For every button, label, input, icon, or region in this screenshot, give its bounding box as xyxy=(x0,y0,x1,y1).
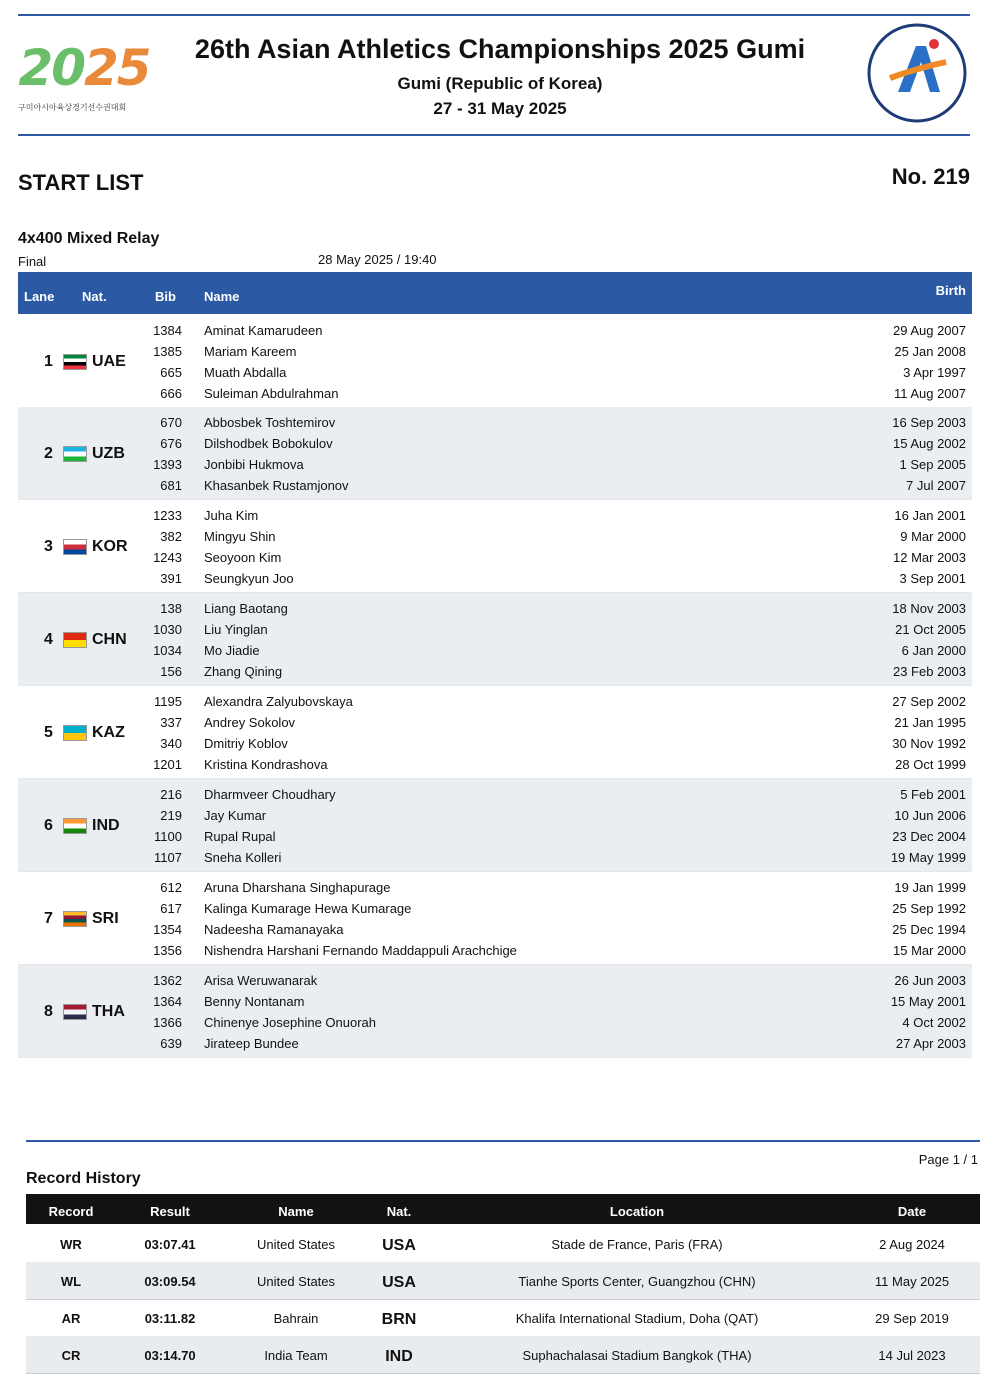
record-name: United States xyxy=(256,1237,336,1252)
record-history-title: Record History xyxy=(26,1170,141,1187)
record-result: 03:09.54 xyxy=(144,1274,196,1289)
record-row xyxy=(26,1262,980,1300)
athlete-birth: 11 Aug 2007 xyxy=(893,386,966,401)
record-date: 2 Aug 2024 xyxy=(879,1237,945,1252)
record-location: Suphachalasai Stadium Bangkok (THA) xyxy=(522,1348,752,1363)
lane-row xyxy=(18,779,972,872)
athlete-bib: 1393 xyxy=(153,457,182,472)
athlete-birth: 16 Sep 2003 xyxy=(892,415,966,430)
athlete-name: Alexandra Zalyubovskaya xyxy=(204,694,353,709)
athlete-row xyxy=(18,550,972,570)
athlete-bib: 1366 xyxy=(153,1015,182,1030)
athlete-row xyxy=(18,1015,972,1035)
athlete-bib: 1107 xyxy=(154,850,182,865)
record-nat: IND xyxy=(385,1348,413,1365)
athlete-row xyxy=(18,715,972,735)
athlete-name: Seungkyun Joo xyxy=(204,571,294,586)
athlete-name: Rupal Rupal xyxy=(204,829,276,844)
athlete-bib: 676 xyxy=(160,436,182,451)
athlete-row xyxy=(18,323,972,343)
athlete-birth: 16 Jan 2001 xyxy=(894,508,966,523)
rh-col-result: Result xyxy=(150,1204,190,1219)
athlete-name: Muath Abdalla xyxy=(204,365,287,380)
lane-nation: KOR xyxy=(92,538,128,555)
athlete-name: Dmitriy Koblov xyxy=(204,736,288,751)
logo-year: 2025 xyxy=(18,39,150,97)
athlete-bib: 670 xyxy=(160,415,182,430)
athlete-name: Nadeesha Ramanayaka xyxy=(204,922,344,937)
lane-row xyxy=(18,593,972,686)
athlete-name: Sneha Kolleri xyxy=(204,850,282,865)
athlete-row xyxy=(18,664,972,684)
athlete-birth: 21 Oct 2005 xyxy=(895,622,966,637)
athlete-row xyxy=(18,901,972,921)
athlete-birth: 28 Oct 1999 xyxy=(895,757,966,772)
athlete-row xyxy=(18,943,972,963)
athlete-row xyxy=(18,829,972,849)
lane-number: 2 xyxy=(44,445,53,462)
document-type: START LIST xyxy=(18,170,144,195)
athlete-name: Nishendra Harshani Fernando Maddappuli Arachchige xyxy=(204,943,517,958)
athlete-bib: 382 xyxy=(160,529,182,544)
athlete-birth: 9 Mar 2000 xyxy=(900,529,966,544)
athlete-row xyxy=(18,850,972,870)
record-history-header xyxy=(26,1194,980,1224)
lane-number: 4 xyxy=(44,631,53,648)
athlete-birth: 12 Mar 2003 xyxy=(893,550,966,565)
athlete-bib: 1243 xyxy=(153,550,182,565)
athlete-birth: 6 Jan 2000 xyxy=(901,643,966,658)
athlete-birth: 4 Oct 2002 xyxy=(902,1015,966,1030)
record-nat: BRN xyxy=(381,1311,417,1328)
rh-col-nat: Nat. xyxy=(386,1204,412,1219)
lane-number: 6 xyxy=(44,817,53,834)
lane-number: 8 xyxy=(44,1003,53,1020)
athlete-birth: 15 Mar 2000 xyxy=(893,943,966,958)
athlete-row xyxy=(18,601,972,621)
athlete-row xyxy=(18,457,972,477)
athlete-birth: 25 Jan 2008 xyxy=(894,344,966,359)
lane-nation: SRI xyxy=(92,910,119,927)
athlete-birth: 19 May 1999 xyxy=(890,850,966,865)
record-location: Stade de France, Paris (FRA) xyxy=(551,1237,723,1252)
athlete-name: Mingyu Shin xyxy=(204,529,276,544)
record-location: Khalifa International Stadium, Doha (QAT) xyxy=(515,1311,759,1326)
lane-number: 5 xyxy=(44,724,53,741)
athlete-name: Suleiman Abdulrahman xyxy=(204,386,339,401)
athlete-birth: 15 Aug 2002 xyxy=(892,436,966,451)
lane-nation: THA xyxy=(92,1003,125,1020)
athlete-bib: 1356 xyxy=(153,943,182,958)
footer-rule xyxy=(26,1140,980,1142)
lane-nation: IND xyxy=(92,817,120,834)
athlete-name: Abbosbek Toshtemirov xyxy=(204,415,336,430)
lane-row xyxy=(18,407,972,500)
lane-row xyxy=(18,500,972,593)
athlete-row xyxy=(18,973,972,993)
venue: Gumi (Republic of Korea) xyxy=(397,74,603,93)
athlete-row xyxy=(18,571,972,591)
athlete-row xyxy=(18,508,972,528)
top-rule xyxy=(18,14,970,16)
athlete-name: Chinenye Josephine Onuorah xyxy=(204,1015,377,1030)
athlete-bib: 391 xyxy=(160,571,182,586)
athlete-name: Arisa Weruwanarak xyxy=(204,973,318,988)
record-result: 03:14.70 xyxy=(144,1348,196,1363)
record-result: 03:07.41 xyxy=(144,1237,196,1252)
record-result: 03:11.82 xyxy=(144,1311,196,1326)
athlete-name: Aruna Dharshana Singhapurage xyxy=(204,880,391,895)
record-record: WL xyxy=(60,1274,82,1289)
record-location: Tianhe Sports Center, Guangzhou (CHN) xyxy=(518,1274,756,1289)
athlete-row xyxy=(18,529,972,549)
athlete-bib: 617 xyxy=(160,901,182,916)
athlete-row xyxy=(18,694,972,714)
athlete-row xyxy=(18,808,972,828)
lane-nation: CHN xyxy=(92,631,127,648)
athlete-birth: 15 May 2001 xyxy=(890,994,966,1009)
athlete-bib: 665 xyxy=(160,365,182,380)
col-lane: Lane xyxy=(24,289,55,304)
athlete-bib: 1362 xyxy=(153,973,182,988)
athlete-name: Jonbibi Hukmova xyxy=(204,457,304,472)
athlete-birth: 3 Sep 2001 xyxy=(899,571,966,586)
athlete-birth: 29 Aug 2007 xyxy=(892,323,966,338)
asian-athletics-logo xyxy=(866,22,968,124)
athlete-name: Liang Baotang xyxy=(204,601,288,616)
col-bib: Bib xyxy=(155,289,176,304)
col-name: Name xyxy=(204,289,240,304)
record-name: Bahrain xyxy=(273,1311,319,1326)
lane-row xyxy=(18,872,972,965)
page-title: 26th Asian Athletics Championships 2025 Gumi xyxy=(194,34,806,64)
athlete-name: Aminat Kamarudeen xyxy=(204,323,323,338)
athlete-birth: 25 Dec 1994 xyxy=(892,922,966,937)
athlete-birth: 30 Nov 1992 xyxy=(892,736,966,751)
record-row xyxy=(26,1336,980,1374)
athlete-row xyxy=(18,787,972,807)
athlete-row xyxy=(18,344,972,364)
athlete-row xyxy=(18,478,972,498)
athlete-bib: 138 xyxy=(160,601,182,616)
record-record: WR xyxy=(60,1237,82,1252)
event-datetime: 28 May 2025 / 19:40 xyxy=(318,252,437,267)
athlete-row xyxy=(18,994,972,1014)
athlete-name: Jirateep Bundee xyxy=(204,1036,299,1051)
athlete-bib: 1034 xyxy=(153,643,182,658)
athlete-bib: 337 xyxy=(160,715,182,730)
event-dates: 27 - 31 May 2025 xyxy=(433,99,567,118)
athlete-birth: 19 Jan 1999 xyxy=(894,880,966,895)
athlete-row xyxy=(18,386,972,406)
athlete-bib: 1364 xyxy=(153,994,182,1009)
athlete-name: Khasanbek Rustamjonov xyxy=(204,478,349,493)
athlete-name: Juha Kim xyxy=(204,508,259,523)
record-date: 14 Jul 2023 xyxy=(878,1348,946,1363)
athlete-bib: 681 xyxy=(160,478,182,493)
athlete-birth: 27 Apr 2003 xyxy=(895,1036,966,1051)
athlete-bib: 612 xyxy=(160,880,182,895)
record-row xyxy=(26,1299,980,1337)
record-nat: USA xyxy=(382,1237,416,1254)
record-record: AR xyxy=(61,1311,81,1326)
athlete-bib: 1233 xyxy=(153,508,182,523)
record-row xyxy=(26,1225,980,1263)
rh-col-record: Record xyxy=(48,1204,94,1219)
lane-nation: UAE xyxy=(92,353,126,370)
athlete-row xyxy=(18,757,972,777)
athlete-bib: 156 xyxy=(160,664,182,679)
event-round: Final xyxy=(18,254,47,269)
event-name: 4x400 Mixed Relay xyxy=(18,230,160,247)
athlete-bib: 639 xyxy=(160,1036,182,1051)
lane-nation: UZB xyxy=(92,445,125,462)
col-nat: Nat. xyxy=(82,289,107,304)
athlete-name: Mariam Kareem xyxy=(204,344,297,359)
record-name: India Team xyxy=(264,1348,328,1363)
athlete-name: Liu Yinglan xyxy=(204,622,268,637)
lane-row xyxy=(18,965,972,1058)
athlete-birth: 18 Nov 2003 xyxy=(892,601,966,616)
lane-row xyxy=(18,686,972,779)
athlete-birth: 23 Dec 2004 xyxy=(892,829,966,844)
athlete-birth: 3 Apr 1997 xyxy=(903,365,966,380)
record-name: United States xyxy=(256,1274,336,1289)
asian-athletics-emblem-icon xyxy=(866,22,968,124)
athlete-name: Seoyoon Kim xyxy=(204,550,282,565)
athlete-bib: 1195 xyxy=(154,694,182,709)
rh-col-name: Name xyxy=(278,1204,314,1219)
athlete-bib: 1384 xyxy=(153,323,182,338)
athlete-name: Benny Nontanam xyxy=(204,994,305,1009)
start-list-header xyxy=(18,272,972,314)
athlete-row xyxy=(18,643,972,663)
athlete-row xyxy=(18,415,972,435)
athlete-row xyxy=(18,436,972,456)
athlete-bib: 1100 xyxy=(154,829,182,844)
athlete-birth: 26 Jun 2003 xyxy=(894,973,966,988)
athlete-row xyxy=(18,622,972,642)
athlete-name: Zhang Qining xyxy=(204,664,283,679)
col-birth: Birth xyxy=(935,283,966,298)
lane-number: 1 xyxy=(44,353,53,370)
athlete-birth: 25 Sep 1992 xyxy=(892,901,966,916)
athlete-row xyxy=(18,922,972,942)
athlete-bib: 216 xyxy=(160,787,182,802)
rh-col-location: Location xyxy=(609,1204,665,1219)
record-record: CR xyxy=(61,1348,81,1363)
page-number: Page 1 / 1 xyxy=(918,1152,978,1167)
athlete-bib: 1385 xyxy=(153,344,182,359)
athlete-bib: 666 xyxy=(160,386,182,401)
athlete-row xyxy=(18,365,972,385)
lane-number: 7 xyxy=(44,910,53,927)
lane-row xyxy=(18,315,972,408)
document-number: No. 219 xyxy=(891,164,970,189)
lane-nation: KAZ xyxy=(92,724,125,741)
athlete-bib: 1201 xyxy=(153,757,182,772)
athlete-name: Mo Jiadie xyxy=(204,643,260,658)
athlete-birth: 1 Sep 2005 xyxy=(899,457,966,472)
lane-number: 3 xyxy=(44,538,53,555)
athlete-bib: 340 xyxy=(160,736,182,751)
athlete-birth: 5 Feb 2001 xyxy=(900,787,966,802)
athlete-row xyxy=(18,1036,972,1056)
athlete-bib: 219 xyxy=(160,808,182,823)
record-date: 29 Sep 2019 xyxy=(875,1311,949,1326)
header-rule xyxy=(18,134,970,136)
athlete-name: Dharmveer Choudhary xyxy=(204,787,336,802)
athlete-name: Dilshodbek Bobokulov xyxy=(204,436,333,451)
athlete-birth: 10 Jun 2006 xyxy=(894,808,966,823)
athlete-name: Andrey Sokolov xyxy=(204,715,296,730)
logo-subtitle: 구미아시아육상경기선수권대회 xyxy=(18,103,127,112)
athlete-name: Kristina Kondrashova xyxy=(204,757,328,772)
athlete-bib: 1354 xyxy=(153,922,182,937)
athlete-row xyxy=(18,880,972,900)
athlete-birth: 27 Sep 2002 xyxy=(892,694,966,709)
athlete-row xyxy=(18,736,972,756)
rh-col-date: Date xyxy=(897,1204,927,1219)
athlete-birth: 7 Jul 2007 xyxy=(906,478,966,493)
athlete-name: Jay Kumar xyxy=(204,808,267,823)
record-date: 11 May 2025 xyxy=(874,1274,950,1289)
athlete-birth: 21 Jan 1995 xyxy=(894,715,966,730)
athlete-name: Kalinga Kumarage Hewa Kumarage xyxy=(204,901,412,916)
athlete-bib: 1030 xyxy=(153,622,182,637)
athlete-birth: 23 Feb 2003 xyxy=(892,664,966,679)
record-nat: USA xyxy=(382,1274,416,1291)
